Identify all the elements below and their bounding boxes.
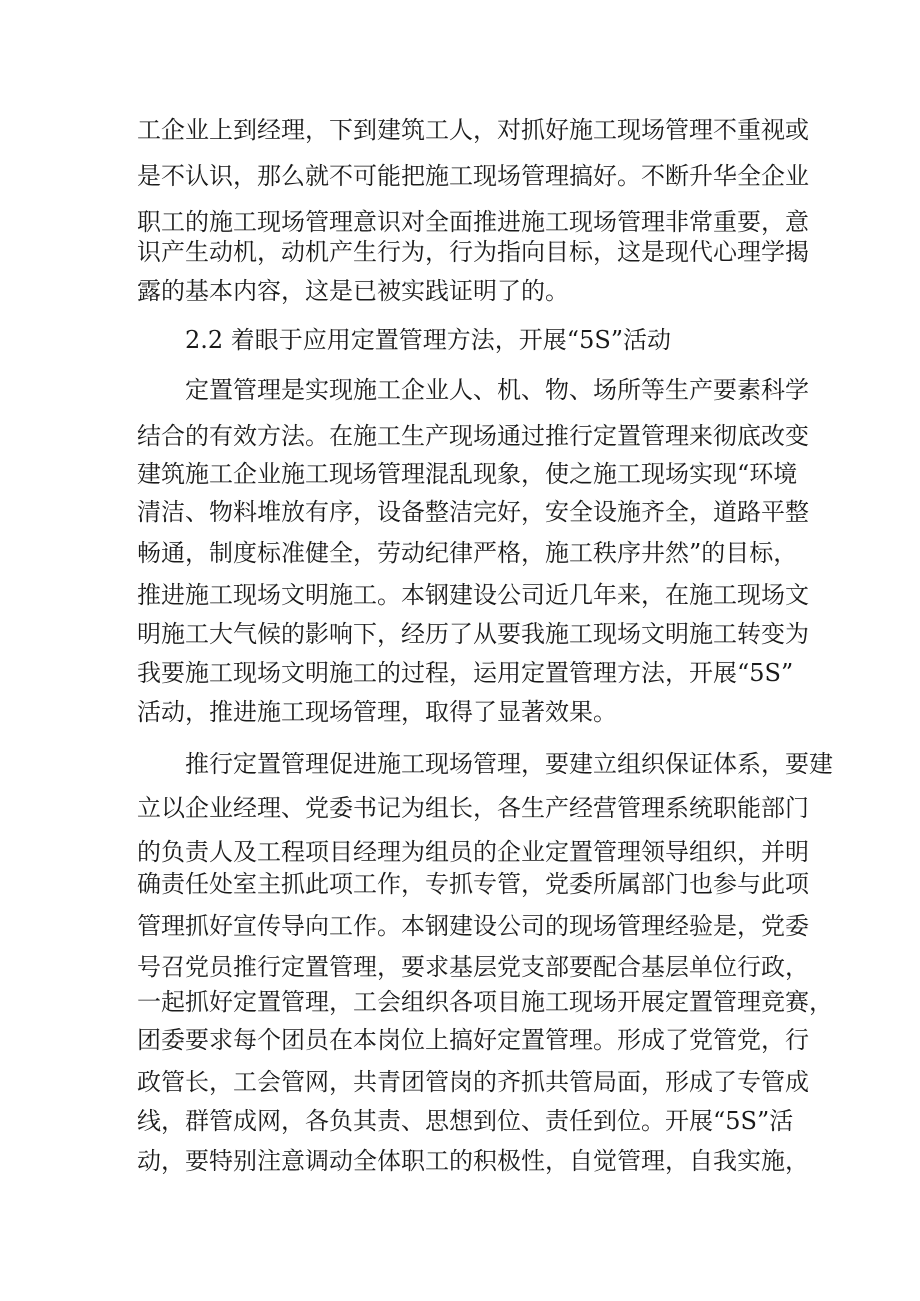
text-line: 工企业上到经理，下到建筑工人，对抓好施工现场管理不重视或 [137,116,809,144]
text-line: 露的基本内容，这是已被实践证明了的。 [137,277,569,305]
text-line: 一起抓好定置管理，工会组织各项目施工现场开展定置管理竞赛， [137,988,833,1016]
text-line: 推进施工现场文明施工。本钢建设公司近几年来，在施工现场文 [137,581,809,609]
text-line: 立以企业经理、党委书记为组长，各生产经营管理系统职能部门 [137,794,809,822]
text-line: 的负责人及工程项目经理为组员的企业定置管理领导组织，并明 [137,838,809,866]
text-line: 确责任处室主抓此项工作，专抓专管，党委所属部门也参与此项 [137,870,809,898]
text-line: 活动，推进施工现场管理，取得了显著效果。 [137,698,617,726]
text-line: 结合的有效方法。在施工生产现场通过推行定置管理来彻底改变 [137,422,809,450]
text-line: 识产生动机，动机产生行为，行为指向目标，这是现代心理学揭 [137,238,809,266]
text-line: 定置管理是实现施工企业人、机、物、场所等生产要素科学 [185,376,809,404]
text-line: 建筑施工企业施工现场管理混乱现象，使之施工现场实现“环境 [137,460,798,488]
text-line: 我要施工现场文明施工的过程，运用定置管理方法，开展“5S” [137,659,794,687]
text-line: 团委要求每个团员在本岗位上搞好定置管理。形成了党管党，行 [137,1026,809,1054]
text-line: 清洁、物料堆放有序，设备整洁完好，安全设施齐全，道路平整 [137,498,809,526]
text-line: 管理抓好宣传导向工作。本钢建设公司的现场管理经验是，党委 [137,912,809,940]
section-heading: 2.2 着眼于应用定置管理方法，开展“5S”活动 [185,326,672,354]
text-line: 线，群管成网，各负其责、思想到位、责任到位。开展“5S”活 [137,1107,794,1135]
text-line: 明施工大气候的影响下，经历了从要我施工现场文明施工转变为 [137,620,809,648]
text-line: 推行定置管理促进施工现场管理，要建立组织保证体系，要建 [185,750,833,778]
text-line: 职工的施工现场管理意识对全面推进施工现场管理非常重要，意 [137,208,809,236]
text-line: 是不认识，那么就不可能把施工现场管理搞好。不断升华全企业 [137,162,809,190]
text-line: 动，要特别注意调动全体职工的积极性，自觉管理，自我实施， [137,1147,809,1175]
text-line: 畅通，制度标准健全，劳动纪律严格，施工秩序井然”的目标， [137,539,798,567]
text-line: 政管长，工会管网，共青团管岗的齐抓共管局面，形成了专管成 [137,1068,809,1096]
text-line: 号召党员推行定置管理，要求基层党支部要配合基层单位行政， [137,953,809,981]
